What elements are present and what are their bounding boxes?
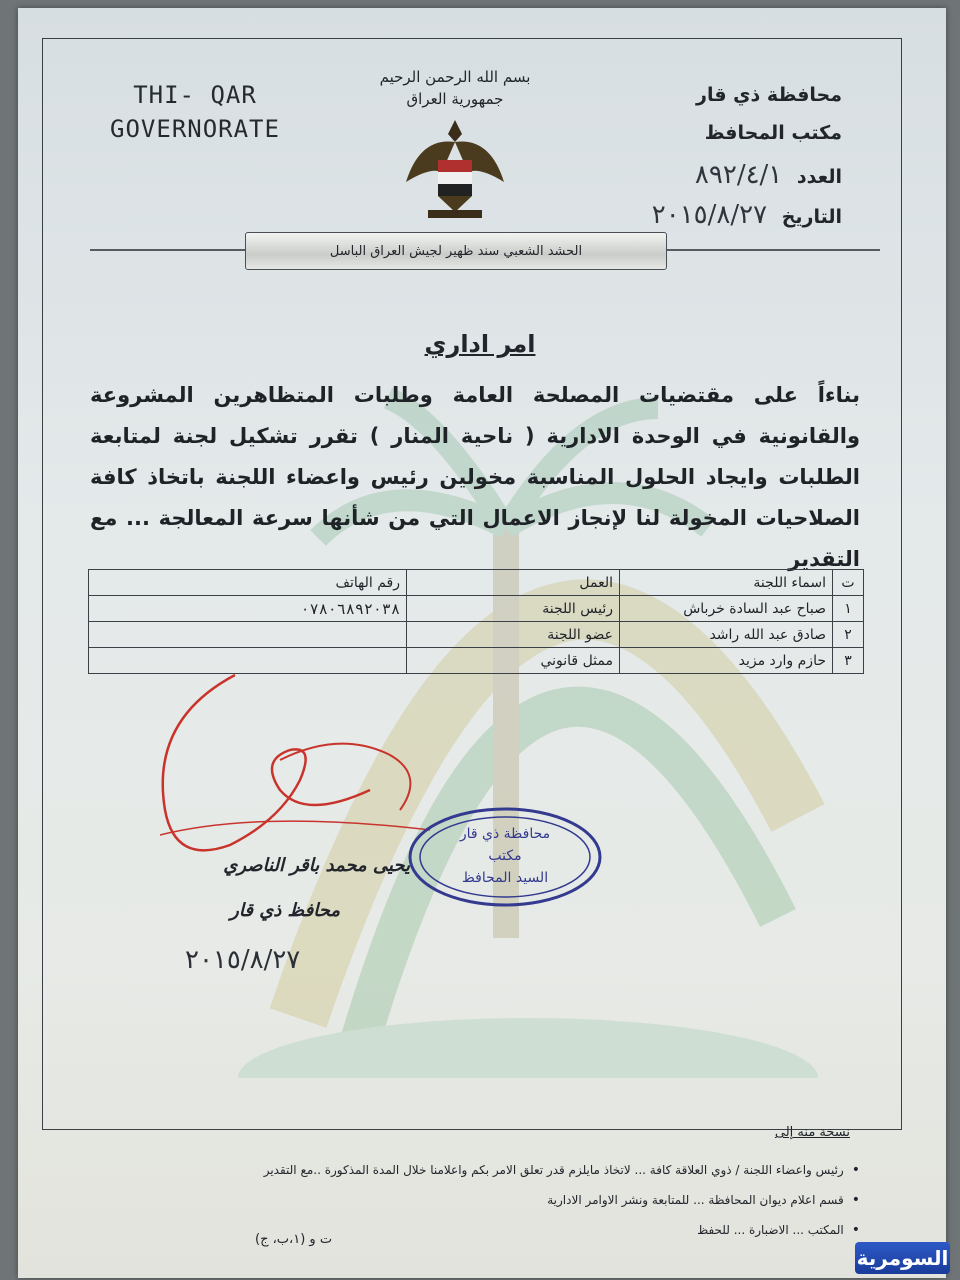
member-phone [89,622,407,648]
eagle-emblem-icon [400,112,510,222]
copies-title: نسخة منه إلى [774,1125,850,1140]
signatory-title: محافظ ذي قار [230,900,340,921]
row-index: ٣ [833,648,864,674]
date-label: التاريخ [781,206,842,228]
banner-rule-right [665,249,880,251]
row-index: ١ [833,596,864,622]
table-row [89,622,864,648]
committee-table [88,569,864,674]
site-logo[interactable]: السومرية [855,1242,950,1274]
member-phone: ٠٧٨٠٦٨٩٢٠٣٨ [89,596,407,622]
member-name: صباح عبد السادة خرباش [620,596,833,622]
row-index: ٢ [833,622,864,648]
banner-rule-left [90,249,245,251]
slogan-banner: الحشد الشعبي سند ظهير لجيش العراق الباسل [245,232,667,270]
copy-recipient: • رئيس واعضاء اللجنة / ذوي العلاقة كافة ... لاتخاذ مايلزم قدر تعلق الامر بكم واعلامنا خلال المدة المذكورة ..مع التقدير [140,1162,860,1178]
governorate-name: محافظة ذي قار [696,84,842,106]
reference-code: ت و (١،ب، ج) [255,1232,333,1247]
date-value: ٢٠١٥/٨/٢٧ [651,200,768,230]
document-date [652,200,842,230]
latin-line-2: GOVERNORATE [110,115,280,143]
column-header-index: ت [833,570,864,596]
copy-recipient: • المكتب ... الاضبارة ... للحفظ [140,1222,860,1238]
signatory-name: يحيى محمد باقر الناصري [223,855,410,876]
member-role: ممثل قانوني [407,648,620,674]
stamp-text [405,823,605,889]
column-header-name: اسماء اللجنة [620,570,833,596]
column-header-phone: رقم الهاتف [89,570,407,596]
number-value: ٨٩٢/٤/١ [694,160,783,190]
member-role: عضو اللجنة [407,622,620,648]
stamp-line-2: مكتب [488,848,522,864]
member-name: حازم وارد مزيد [620,648,833,674]
basmala: بسم الله الرحمن الرحيم [379,68,531,86]
member-role: رئيس اللجنة [407,596,620,622]
stamp-line-1: محافظة ذي قار [459,826,551,842]
column-header-role: العمل [407,570,620,596]
table-header-row [89,570,864,596]
copy-recipient: • قسم اعلام ديوان المحافظة ... للمتابعة ونشر الاوامر الادارية [140,1192,860,1208]
document-title: امر اداري [424,330,536,358]
document-body: بناءاً على مقتضيات المصلحة العامة وطلبات المتظاهرين المشروعة والقانونية في الوحدة الادارية ( ناحية المنار ) تقرر تشكيل لجنة لمتابعة الطلبات وايجاد الحلول المناسبة مخولين رئيس واعضاء اللجنة باتخاذ كافة الصلاحيات المخولة لنا لإنجاز الاعمال التي من شأنها سرعة المعالجة ... مع التقدير [90,383,860,571]
signature-date: ٢٠١٥/٨/٢٧ [185,945,301,975]
latin-line-1: THI- QAR [133,81,257,109]
member-name: صادق عبد الله راشد [620,622,833,648]
stamp-line-3: السيد المحافظ [461,870,549,886]
republic-name: جمهورية العراق [406,90,504,108]
table-row [89,596,864,622]
document-number [695,160,842,190]
number-label: العدد [796,166,842,188]
office-name: مكتب المحافظ [704,122,842,144]
governorate-latin-heading [90,78,300,146]
